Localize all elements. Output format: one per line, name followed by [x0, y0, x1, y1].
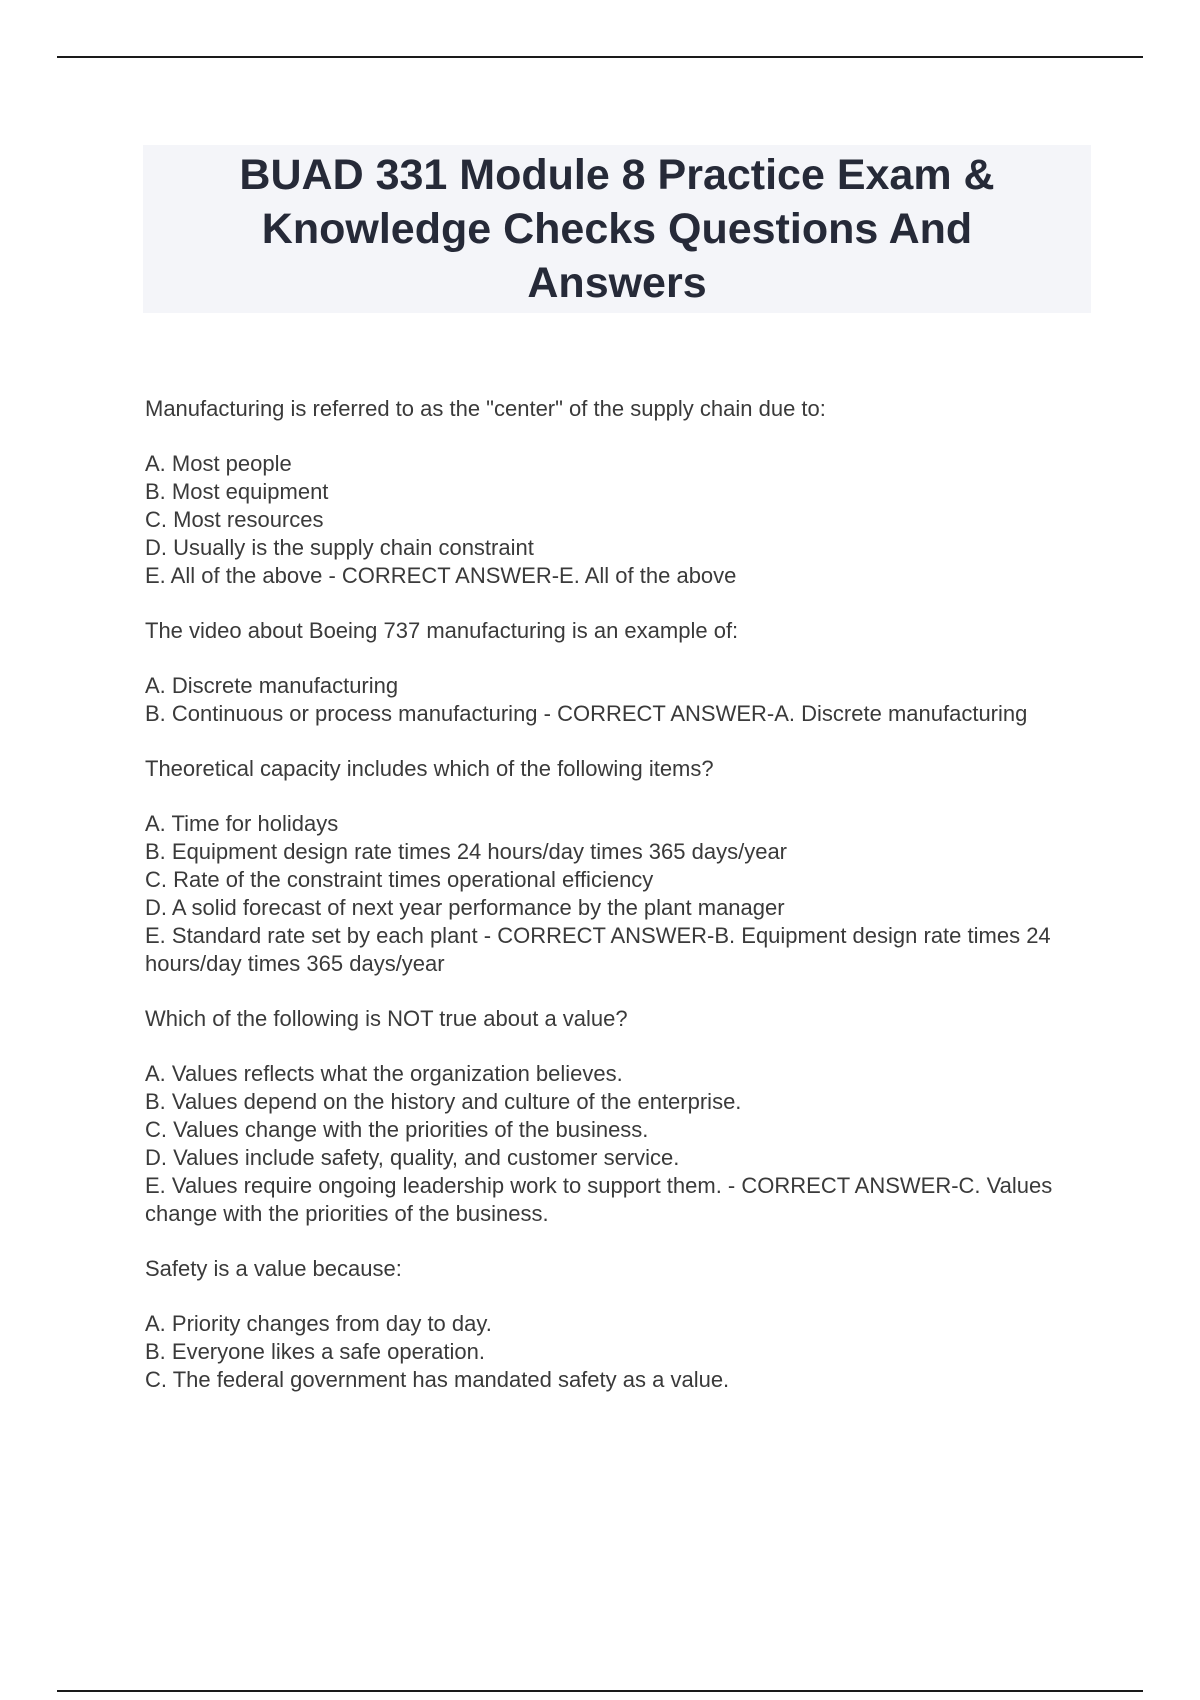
question-text: The video about Boeing 737 manufacturing is an example of:: [145, 618, 739, 643]
answer-option: B. Values depend on the history and culture of the enterprise.: [145, 1089, 742, 1114]
answer-option: D. Usually is the supply chain constraint: [145, 535, 534, 560]
title-banner: [143, 145, 1091, 313]
question-block: [145, 617, 1085, 728]
answer-option: B. Most equipment: [145, 479, 329, 504]
answer-option: A. Discrete manufacturing: [145, 673, 399, 698]
question-block: [145, 395, 1085, 590]
question-block: [145, 1005, 1085, 1228]
qa-content: [145, 395, 1085, 1421]
answer-option: E. Standard rate set by each plant - CORRECT ANSWER-B. Equipment design rate times 24 hours/day times 365 days/year: [145, 923, 1051, 976]
answer-option: B. Everyone likes a safe operation.: [145, 1339, 485, 1364]
answer-option: D. A solid forecast of next year performance by the plant manager: [145, 895, 785, 920]
question-text: Theoretical capacity includes which of the following items?: [145, 756, 714, 781]
answer-option: C. The federal government has mandated safety as a value.: [145, 1367, 730, 1392]
answer-option: E. All of the above - CORRECT ANSWER-E. All of the above: [145, 563, 737, 588]
question-block: [145, 755, 1085, 978]
answer-option: B. Continuous or process manufacturing - CORRECT ANSWER-A. Discrete manufacturing: [145, 701, 1028, 726]
question-block: [145, 1255, 1085, 1394]
question-text: Safety is a value because:: [145, 1256, 402, 1281]
document-title: BUAD 331 Module 8 Practice Exam & Knowledge Checks Questions And Answers: [239, 151, 995, 307]
answer-option: A. Time for holidays: [145, 811, 339, 836]
answer-option: D. Values include safety, quality, and customer service.: [145, 1145, 680, 1170]
answer-option: B. Equipment design rate times 24 hours/day times 365 days/year: [145, 839, 788, 864]
answer-option: C. Most resources: [145, 507, 324, 532]
question-text: Which of the following is NOT true about a value?: [145, 1006, 628, 1031]
answer-option: A. Priority changes from day to day.: [145, 1311, 492, 1336]
question-text: Manufacturing is referred to as the "center" of the supply chain due to:: [145, 396, 826, 421]
answer-option: E. Values require ongoing leadership work to support them. - CORRECT ANSWER-C. Values change with the priorities of the business.: [145, 1173, 1053, 1226]
answer-option: C. Rate of the constraint times operational efficiency: [145, 867, 654, 892]
answer-option: A. Most people: [145, 451, 292, 476]
bottom-divider: [57, 1690, 1143, 1692]
top-divider: [57, 56, 1143, 58]
answer-option: C. Values change with the priorities of the business.: [145, 1117, 649, 1142]
answer-option: A. Values reflects what the organization believes.: [145, 1061, 623, 1086]
